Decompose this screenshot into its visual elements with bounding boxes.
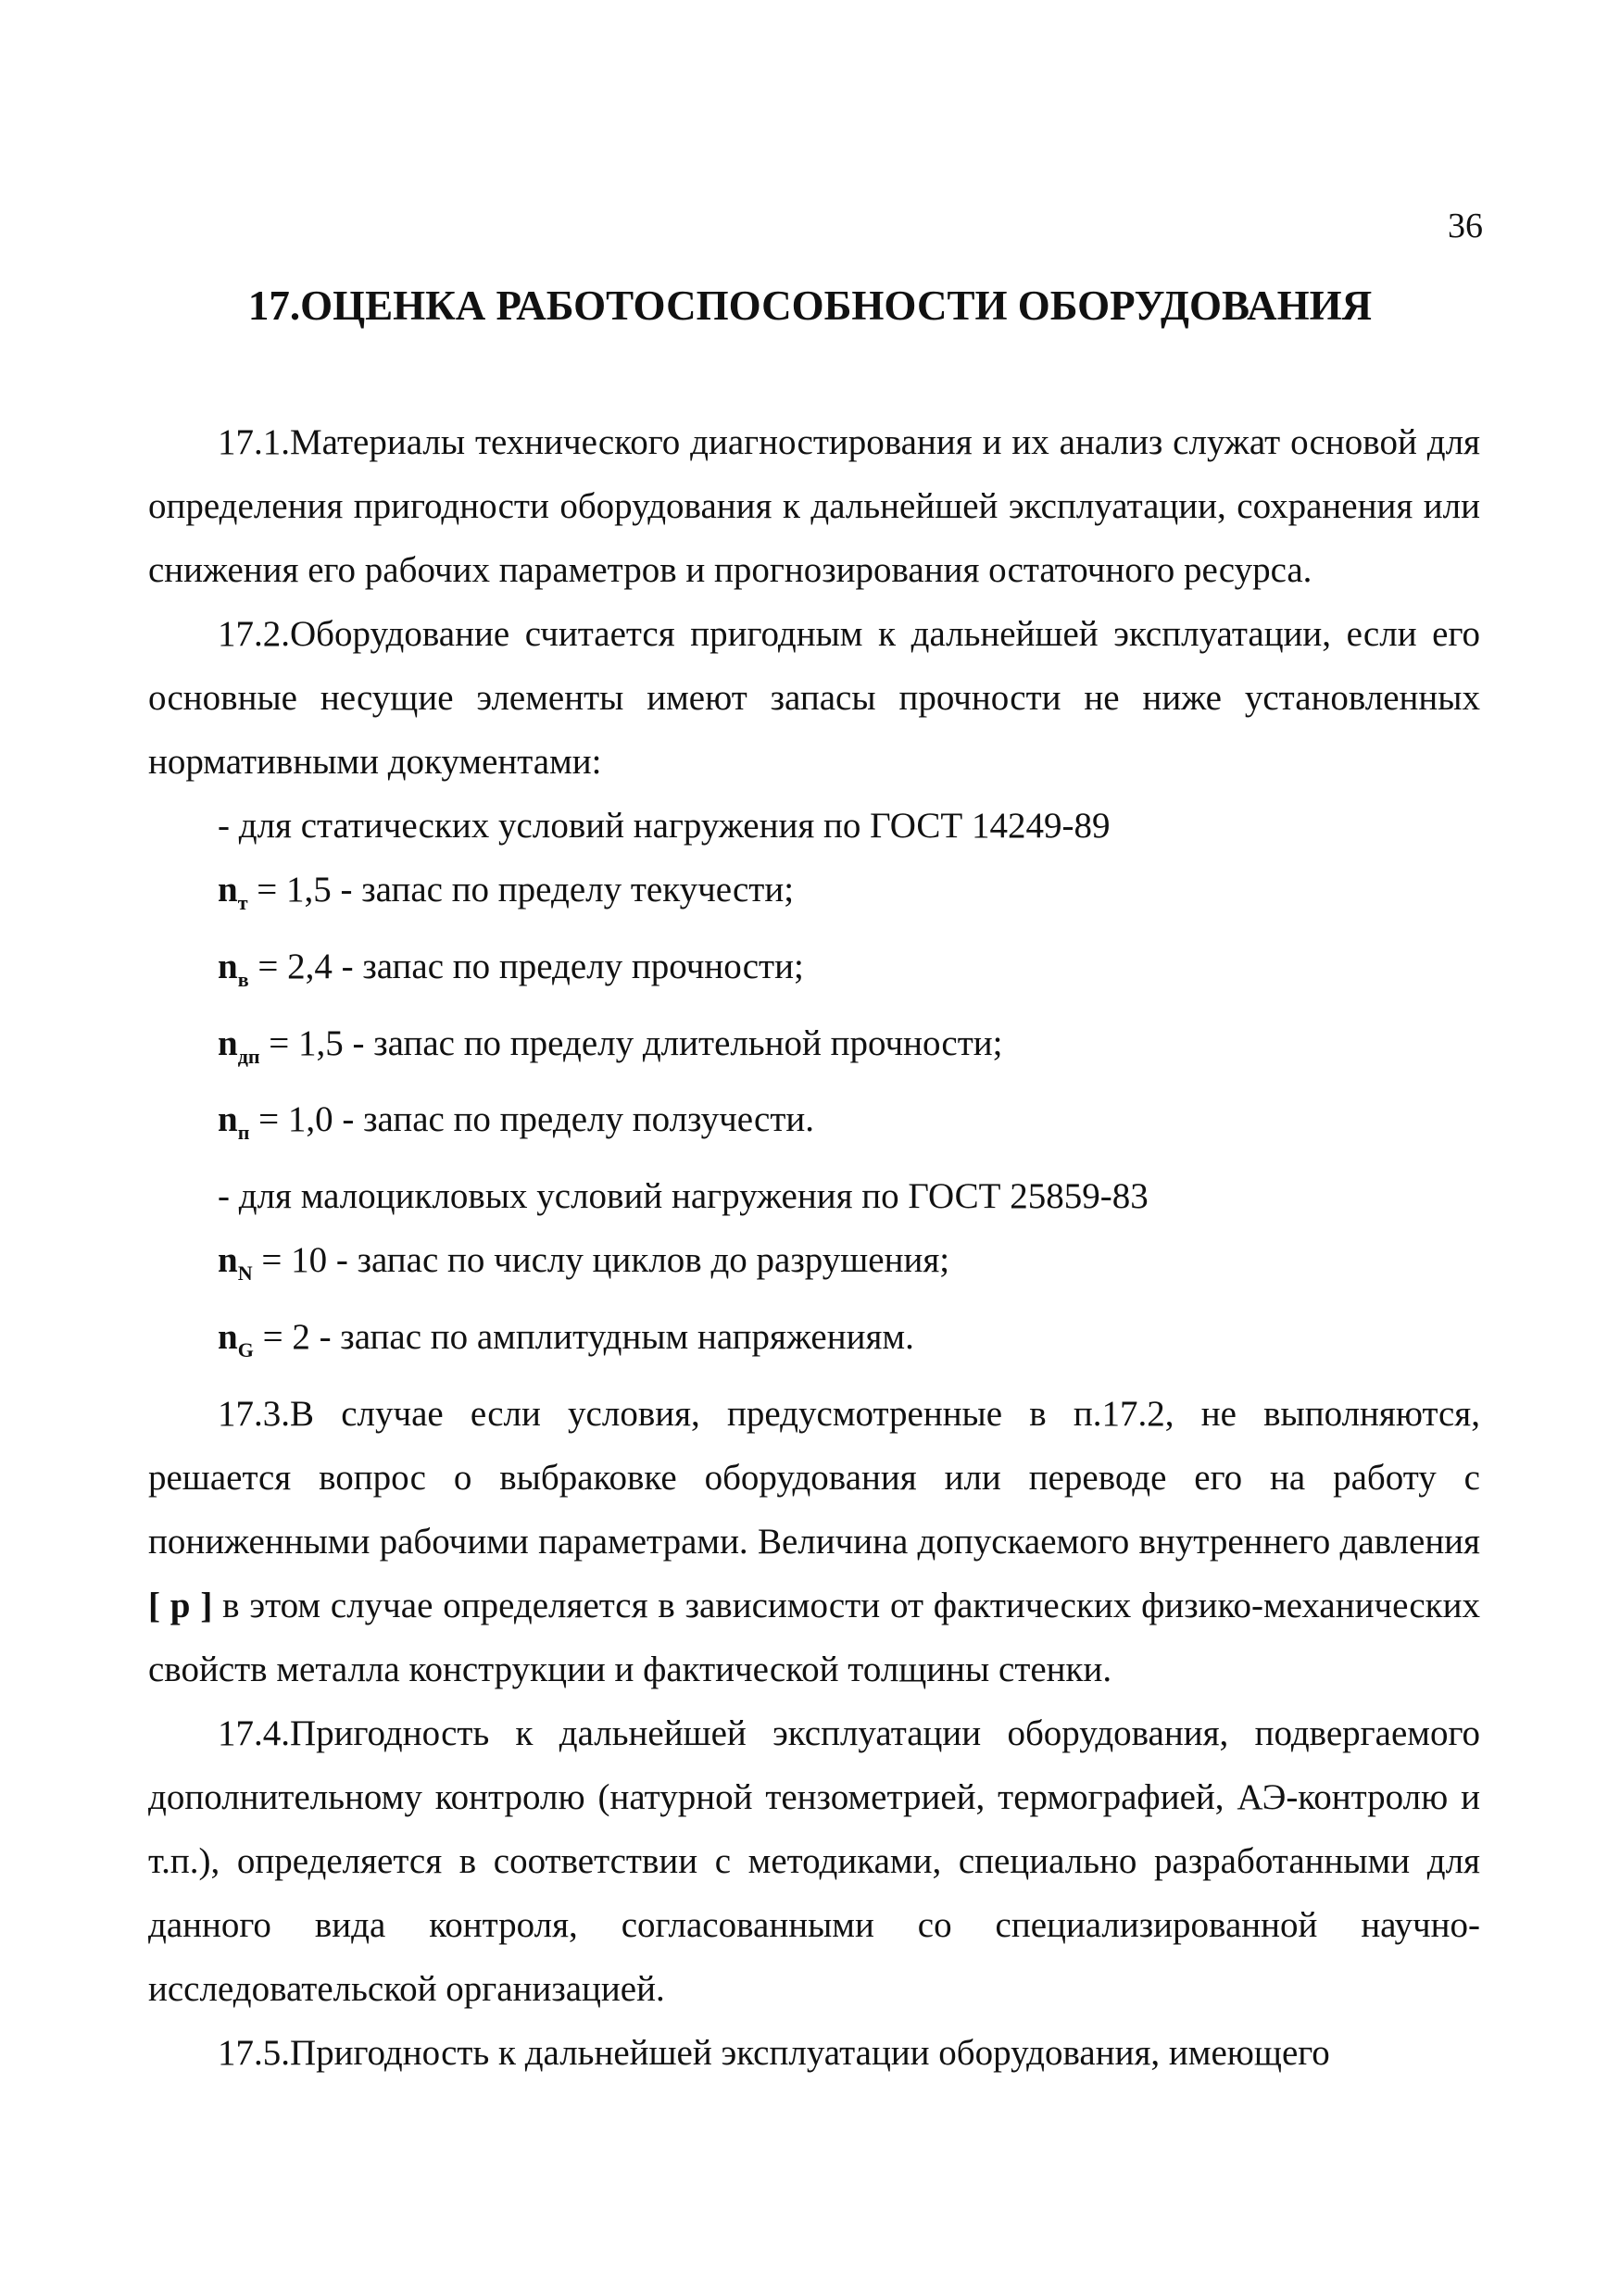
- safety-factor-symbol: $n_G$: [218, 1316, 254, 1361]
- paragraph-17-4: 17.4.Пригодность к дальнейшей эксплуатации оборудования, подвергаемого дополнительному контролю (натурной тензометрией, термографией, АЭ-контролю и т.п.), определяется в соответствии с методиками, специально разработанными для данного вида контроля, согласованными со специализированной научно-исследовательской организацией.: [148, 1713, 1480, 2009]
- safety-factor-item: $n_т = 1,5$ - запас по пределу текучести;: [218, 870, 795, 914]
- safety-factor-symbol: $n_т$: [218, 870, 248, 914]
- safety-factor-item: $n_в = 2,4$ - запас по пределу прочности;: [218, 946, 804, 991]
- safety-factor-symbol: $n_п$: [218, 1099, 250, 1145]
- section-title: 17.ОЦЕНКА РАБОТОСПОСОБНОСТИ ОБОРУДОВАНИЯ: [247, 282, 1373, 329]
- paragraph-17-1: 17.1.Материалы технического диагностирования и их анализ служат основой для определения пригодности оборудования к дальнейшей эксплуатации, сохранения или снижения его рабочих параметров и прогнозирования остаточного ресурса.: [148, 422, 1480, 590]
- safety-factor-symbol: $n_в$: [218, 946, 249, 991]
- static-conditions-heading: - для статических условий нагружения по ГОСТ 14249-89: [218, 806, 1111, 846]
- safety-factor-item: $n_{дп} = 1,5$ - запас по пределу длительной прочности;: [218, 1023, 1003, 1068]
- safety-factor-item: $n_п = 1,0$ - запас по пределу ползучести.: [218, 1099, 814, 1145]
- safety-factor-item: $n_N = 10$ - запас по числу циклов до разрушения;: [218, 1240, 950, 1285]
- document-body: [148, 410, 1480, 2085]
- allowable-pressure-symbol: [ p ]: [148, 1585, 213, 1625]
- page-number: 36: [1448, 207, 1483, 245]
- safety-factor-symbol: $n_N$: [218, 1240, 253, 1285]
- paragraph-17-3: 17.3.В случае если условия, предусмотренные в п.17.2, не выполняются, решается вопрос о выбраковке оборудования или переводе его на работу с пониженными рабочими параметрами. Величина допускаемого внутреннего давления [ p ] в этом случае определяется в зависимости от фактических физико-механических свойств металла конструкции и фактической толщины стенки.: [148, 1393, 1480, 1689]
- paragraph-17-2: 17.2.Оборудование считается пригодным к дальнейшей эксплуатации, если его основные несущие элементы имеют запасы прочности не ниже установленных нормативными документами:: [148, 614, 1480, 782]
- paragraph-17-5: 17.5.Пригодность к дальнейшей эксплуатации оборудования, имеющего: [218, 2032, 1330, 2073]
- cyclic-conditions-heading: - для малоцикловых условий нагружения по ГОСТ 25859-83: [218, 1176, 1149, 1217]
- safety-factor-item: $n_G = 2$ - запас по амплитудным напряжениям.: [218, 1316, 914, 1361]
- safety-factor-symbol: $n_{дп}$: [218, 1023, 260, 1068]
